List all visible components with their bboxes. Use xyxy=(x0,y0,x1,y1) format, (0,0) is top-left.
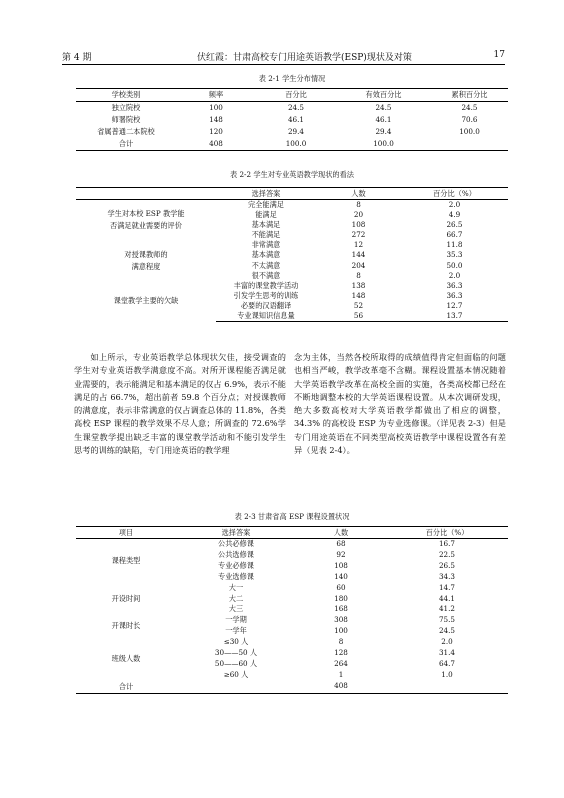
table-cell: 168 xyxy=(334,604,348,614)
table-cell: 100 xyxy=(334,626,348,636)
table-cell: 46.1 xyxy=(375,115,392,124)
paragraph: 念为主体，当然各校所取得的成绩值得肯定但面临的问题也相当严峻，教学改革毫不含糊。课程设置基本情况随着大学英语教学改革在高校全面的实施，各类高校都已经在不断地调整本校的大学英语课程设置。从本次调研发现，绝大多数高校对大学英语教学都做出了相应的调整，34.3% 的高校设 ESP 为专业选修课。（详见表 2-3）但是专门用途英语在不同类型高校英语教学中课程设置各有差异（见表 2-4）。 xyxy=(294,352,506,456)
table-cell: 264 xyxy=(334,658,348,668)
table-cell: 92 xyxy=(336,549,346,559)
table-cell: 22.5 xyxy=(438,549,455,559)
group-label: 课堂教学主要的欠缺 xyxy=(113,296,179,306)
table-cell: 100 xyxy=(209,103,223,112)
table-cell: 180 xyxy=(334,593,348,603)
column-header: 百分比 xyxy=(256,89,336,102)
column-header: 累积百分比 xyxy=(431,89,508,102)
table-cell: 12 xyxy=(353,240,364,250)
column-header: 人数 xyxy=(296,527,386,539)
table-cell: 68 xyxy=(336,539,346,548)
esp-course-setting-table xyxy=(76,526,508,694)
student-distribution-table xyxy=(76,88,508,151)
table-cell: 408 xyxy=(176,138,256,151)
table-cell: 52 xyxy=(353,300,364,310)
table-cell: 必要的汉语翻译 xyxy=(240,300,292,310)
table-cell: 140 xyxy=(334,571,348,581)
column-header: 项目 xyxy=(76,527,176,539)
table-cell: 大一 xyxy=(228,582,244,592)
table-cell: 75.5 xyxy=(438,615,455,625)
table-cell: 基本满足 xyxy=(251,220,281,230)
table-cell: 100.0 xyxy=(459,127,480,136)
table3-caption: 表 2-3 甘肃省高 ESP 课程设置状况 xyxy=(234,512,350,521)
table-cell: 108 xyxy=(334,560,348,570)
table-cell: 70.6 xyxy=(461,115,478,124)
table-cell: ≤30 人 xyxy=(223,637,249,647)
table-row xyxy=(76,240,508,250)
table-row xyxy=(76,637,508,648)
table1-caption: 表 2-1 学生分布情况 xyxy=(258,74,326,83)
column-header: 选择答案 xyxy=(176,527,296,539)
table-cell: 公共选修课 xyxy=(218,549,254,559)
table-cell: 36.3 xyxy=(446,280,463,290)
table-cell: 12.7 xyxy=(446,300,463,310)
table-cell: 35.3 xyxy=(446,250,463,260)
table-cell: 14.7 xyxy=(438,582,455,592)
table-cell: 60 xyxy=(336,582,346,592)
table-cell: 不能满足 xyxy=(251,230,281,240)
body-text-right-column xyxy=(294,351,506,457)
table-cell: 合计 xyxy=(76,138,176,151)
paragraph: 如上所示，专业英语教学总体现状欠佳，接受调查的学生对专业英语教学满意度不高。对所开课程能否满足就业需要的，表示能满足和基本满足的仅占 6.9%，表示不能满足的占 66.7%，超出前者 59.8 个百分点；对授课教师的满意度，表示非常满意的仅占调查总体的 11.8%，各类高校 ESP 课程的教学效果不尽人意；所调查的 72.6%学生课堂教学提出缺乏丰富的课堂教学活动和不能引发学生思考的训练的缺陷，专门用途英语的教学理 xyxy=(74,352,286,456)
table-cell: 64.7 xyxy=(438,658,455,668)
table-row xyxy=(76,114,508,126)
running-header xyxy=(62,50,505,65)
table-cell: 8 xyxy=(356,200,361,209)
table-cell: 308 xyxy=(334,615,348,625)
table-row xyxy=(76,281,508,291)
table-cell: 24.5 xyxy=(375,103,392,112)
body-text-left-column xyxy=(74,351,286,457)
table-cell: 66.7 xyxy=(446,230,463,240)
table-cell: 大二 xyxy=(228,593,244,603)
table-cell: 省属普通二本院校 xyxy=(97,127,155,136)
group-label: 课程类型 xyxy=(111,555,141,565)
table-cell: 4.9 xyxy=(448,210,461,220)
table-cell: 31.4 xyxy=(438,648,455,658)
table-cell: 2.0 xyxy=(448,270,461,280)
table-cell: 128 xyxy=(334,648,348,658)
table-row xyxy=(76,615,508,626)
table-cell: 一学期 xyxy=(225,615,247,625)
table-cell: 11.8 xyxy=(446,240,463,250)
running-title: 伏红霞：甘肃高校专门用途英语教学(ESP)现状及对策 xyxy=(197,53,412,63)
table-cell: ≥60 人 xyxy=(223,669,249,679)
table-cell: 不太满意 xyxy=(251,260,281,270)
table-cell: 8 xyxy=(338,637,344,647)
column-header: 百分比（%） xyxy=(401,188,508,200)
table-row xyxy=(76,126,508,138)
table-cell xyxy=(386,681,508,694)
table-cell: 50——60 人 xyxy=(214,658,258,668)
table-cell: 138 xyxy=(351,280,366,290)
column-header: 百分比（%） xyxy=(386,527,508,539)
table-cell: 一学年 xyxy=(225,626,247,636)
table-cell: 44.1 xyxy=(438,593,455,603)
table-cell: 108 xyxy=(351,220,366,230)
group-label: 开设时间 xyxy=(111,593,141,603)
table-cell: 1 xyxy=(338,669,344,679)
table-cell: 专业选修课 xyxy=(218,571,254,581)
table-cell: 能满足 xyxy=(255,210,277,220)
column-header: 频率 xyxy=(176,89,256,102)
table-cell: 30——50 人 xyxy=(214,648,258,658)
table-cell: 26.5 xyxy=(438,560,455,570)
table-cell: 非常满意 xyxy=(251,240,281,250)
table-cell: 独立院校 xyxy=(111,103,141,112)
table-cell: 24.5 xyxy=(461,103,478,112)
table-cell: 34.3 xyxy=(438,571,455,581)
table-cell: 师署院校 xyxy=(111,115,141,124)
table-row xyxy=(76,539,508,550)
table-cell: 56 xyxy=(316,311,401,322)
group-label: 学生对本校 ESP 教学能 否满足就业需要的评价 xyxy=(107,209,185,231)
table-cell: 100.0 xyxy=(256,138,336,151)
table-cell: 24.5 xyxy=(438,626,455,636)
table-cell: 1.0 xyxy=(441,669,453,679)
table-cell: 46.1 xyxy=(287,115,304,124)
table-cell: 272 xyxy=(351,230,366,240)
table-cell: 2.0 xyxy=(448,200,461,209)
table-cell: 26.5 xyxy=(446,220,463,230)
table-row xyxy=(76,583,508,594)
table-cell: 公共必修课 xyxy=(218,539,254,548)
table-cell xyxy=(176,681,296,694)
column-header: 人数 xyxy=(316,188,401,200)
table-row xyxy=(76,681,508,694)
column-header: 选择答案 xyxy=(216,188,316,200)
table-cell: 29.4 xyxy=(287,127,304,136)
group-label: 合计 xyxy=(76,681,176,694)
table-cell: 16.7 xyxy=(438,539,455,548)
table-cell: 204 xyxy=(351,260,366,270)
table-cell: 29.4 xyxy=(375,127,392,136)
table-cell: 丰富的课堂教学活动 xyxy=(233,280,299,290)
table-cell: 144 xyxy=(351,250,366,260)
table-cell: 20 xyxy=(353,210,364,220)
table-cell: 100.0 xyxy=(336,138,431,151)
table-cell: 专业课知识信息量 xyxy=(216,311,316,322)
table-cell: 148 xyxy=(351,290,366,300)
table-cell: 2.0 xyxy=(441,637,453,647)
page-number: 17 xyxy=(493,50,505,60)
table-cell: 大三 xyxy=(228,604,244,614)
table-row xyxy=(76,102,508,115)
table-cell: 408 xyxy=(296,681,386,694)
table-cell: 完全能满足 xyxy=(248,200,284,209)
table-cell: 基本满意 xyxy=(251,250,281,260)
table-cell: 专业必修课 xyxy=(218,560,254,570)
column-header xyxy=(76,188,216,200)
table-row xyxy=(76,138,508,151)
table-cell: 引发学生思考的训练 xyxy=(233,290,299,300)
issue-number: 第 4 期 xyxy=(62,53,92,63)
table-cell: 8 xyxy=(356,270,361,280)
table-cell: 50.0 xyxy=(446,260,463,270)
table-cell: 41.2 xyxy=(438,604,455,614)
column-header: 有效百分比 xyxy=(336,89,431,102)
table-cell: 36.3 xyxy=(446,290,463,300)
group-label: 对授课教师的 满意程度 xyxy=(124,249,168,271)
group-label: 班级人数 xyxy=(111,653,141,663)
table-cell: 24.5 xyxy=(287,103,304,112)
esp-opinion-table xyxy=(76,187,508,322)
table-row xyxy=(76,200,508,211)
group-label: 开课时长 xyxy=(111,621,141,631)
table2-caption: 表 2-2 学生对专业英语教学现状的看法 xyxy=(230,170,354,179)
column-header: 学校类别 xyxy=(76,89,176,102)
table-cell: 148 xyxy=(209,115,223,124)
table-cell xyxy=(431,138,508,151)
table-cell: 13.7 xyxy=(401,311,508,322)
table-cell: 很不满意 xyxy=(251,270,281,280)
table-cell: 120 xyxy=(209,127,223,136)
